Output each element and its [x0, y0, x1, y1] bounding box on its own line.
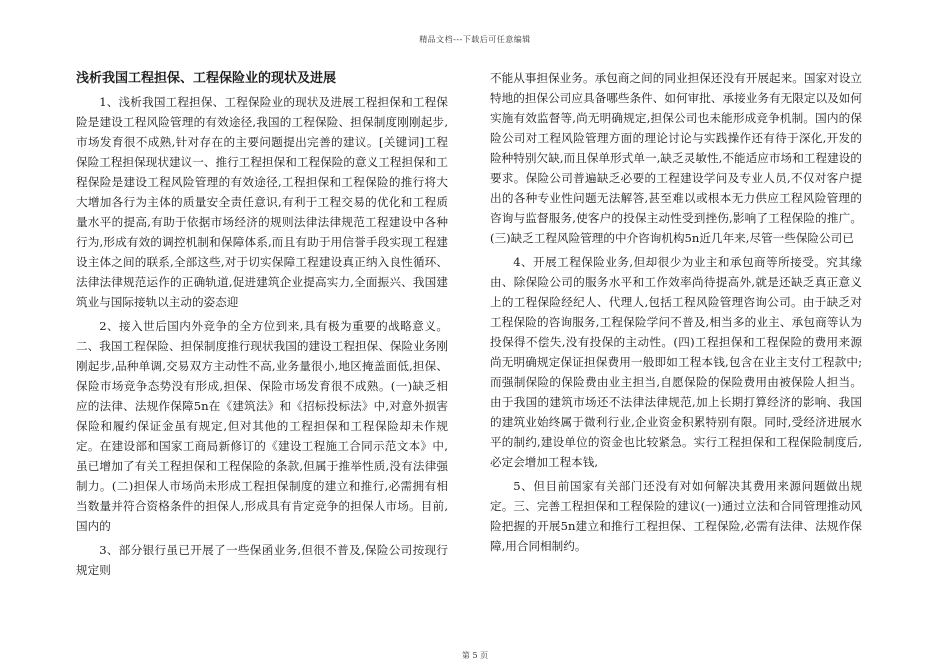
paragraph: 3、部分银行虽已开展了一些保函业务,但很不普及,保险公司按现行规定则 [76, 543, 448, 577]
document-title: 浅析我国工程担保、工程保险业的现状及进展 [76, 71, 337, 86]
page-number: 第 5 页 [461, 651, 489, 660]
page-header: 精品文档---下载后可任意编辑 [419, 35, 531, 44]
right-column [490, 68, 862, 560]
paragraph: 5、但目前国家有关部门还没有对如何解决其费用来源问题做出规定。三、完善工程担保和工程保险的建议(一)通过立法和合同管理推动风险把握的开展5n建立和推行工程担保、工程保险,必需有法律、法规作保障,用合同相制约。 [490, 479, 862, 553]
paragraph: 4、开展工程保险业务,但却很少为业主和承包商等所接受。究其缘由、除保险公司的服务水平和工作效率尚待提高外,就是还缺乏真正意义上的工程保险经纪人、代理人,包括工程风险管理咨询公司。由于缺乏对工程保险的咨询服务,工程保险学问不普及,相当多的业主、承包商等认为投保得不偿失,没有投保的主动性。(四)工程担保和工程保险的费用来源尚无明确规定保证担保费用一般即如工程本钱,包含在业主支付工程款中;而强制保险的保险费由业主担当,自愿保险的保险费用由被保险人担当。由于我国的建筑市场还不法律法律规范,加上长期打算经济的影响、我国的建筑业始终属于微利行业,企业资金积累特别有限。同时,受经济进展水平的制约,建设单位的资金也比较紧急。实行工程担保和工程保险制度后,必定会增加工程本钱, [490, 255, 862, 469]
left-column [76, 68, 448, 584]
paragraph: 1、浅析我国工程担保、工程保险业的现状及进展工程担保和工程保险是建设工程风险管理的有效途径,我国的工程保险、担保制度刚刚起步,市场发育很不成熟,针对存在的主要问题提出完善的建议。[关键词]工程保险工程担保现状建议一、推行工程担保和工程保险的意义工程担保和工程保险是建设工程风险管理的有效途径,工程担保和工程保险的推行将大大增加各行为主体的质量安全责任意识,有利于工程交易的优化和工程质量水平的提高,有助于依据市场经济的规则法律法律规范工程建设中各种行为,形成有效的调控机制和保障体系,而且有助于用信誉手段实现工程建设主体之间的联系,全部这些,对于切实保障工程建设真正纳入良性循环、法律法律规范运作的正确轨道,促进建筑企业提高实力,全面振兴、我国建筑业与国际接轨以主动的姿态迎 [76, 95, 448, 309]
paragraph: 2、接入世后国内外竞争的全方位到来,具有极为重要的战略意义。二、我国工程保险、担保制度推行现状我国的建设工程担保、保险业务刚刚起步,品种单调,交易双方主动性不高,业务量很小,地区掩盖面低,担保、保险市场竞争态势没有形成,担保、保险市场发育很不成熟。(一)缺乏相应的法律、法规作保障5n在《建筑法》和《招标投标法》中,对意外损害保险和履约保证金虽有规定,但对其他的工程担保和工程保险却未作规定。在建设部和国家工商局新修订的《建设工程施工合同示范文本》中,虽已增加了有关工程担保和工程保险的条款,但属于推举性质,没有法律强制力。(二)担保人市场尚未形成工程担保制度的建立和推行,必需拥有相当数量并符合资格条件的担保人,形成具有肯定竞争的担保人市场。目前,国内的 [76, 319, 448, 533]
paragraph: 不能从事担保业务。承包商之间的同业担保还没有开展起来。国家对设立特地的担保公司应具备哪些条件、如何审批、承接业务有无限定以及如何实施有效监督等,尚无明确规定,担保公司也未能形成竞争机制。国内的保险公司对工程风险管理方面的理论讨论与实践操作还有待于深化,开发的险种特别欠缺,而且保单形式单一,缺乏灵敏性,不能适应市场和工程建设的要求。保险公司普遍缺乏必要的工程建设学问及专业人员,不仅对客户提出的各种专业性问题无法解答,甚至难以或根本无力供应工程风险管理的咨询与监督服务,使客户的投保主动性受到挫伤,影响了工程保险的推广。(三)缺乏工程风险管理的中介咨询机构5n近几年来,尽管一些保险公司已 [490, 71, 862, 245]
